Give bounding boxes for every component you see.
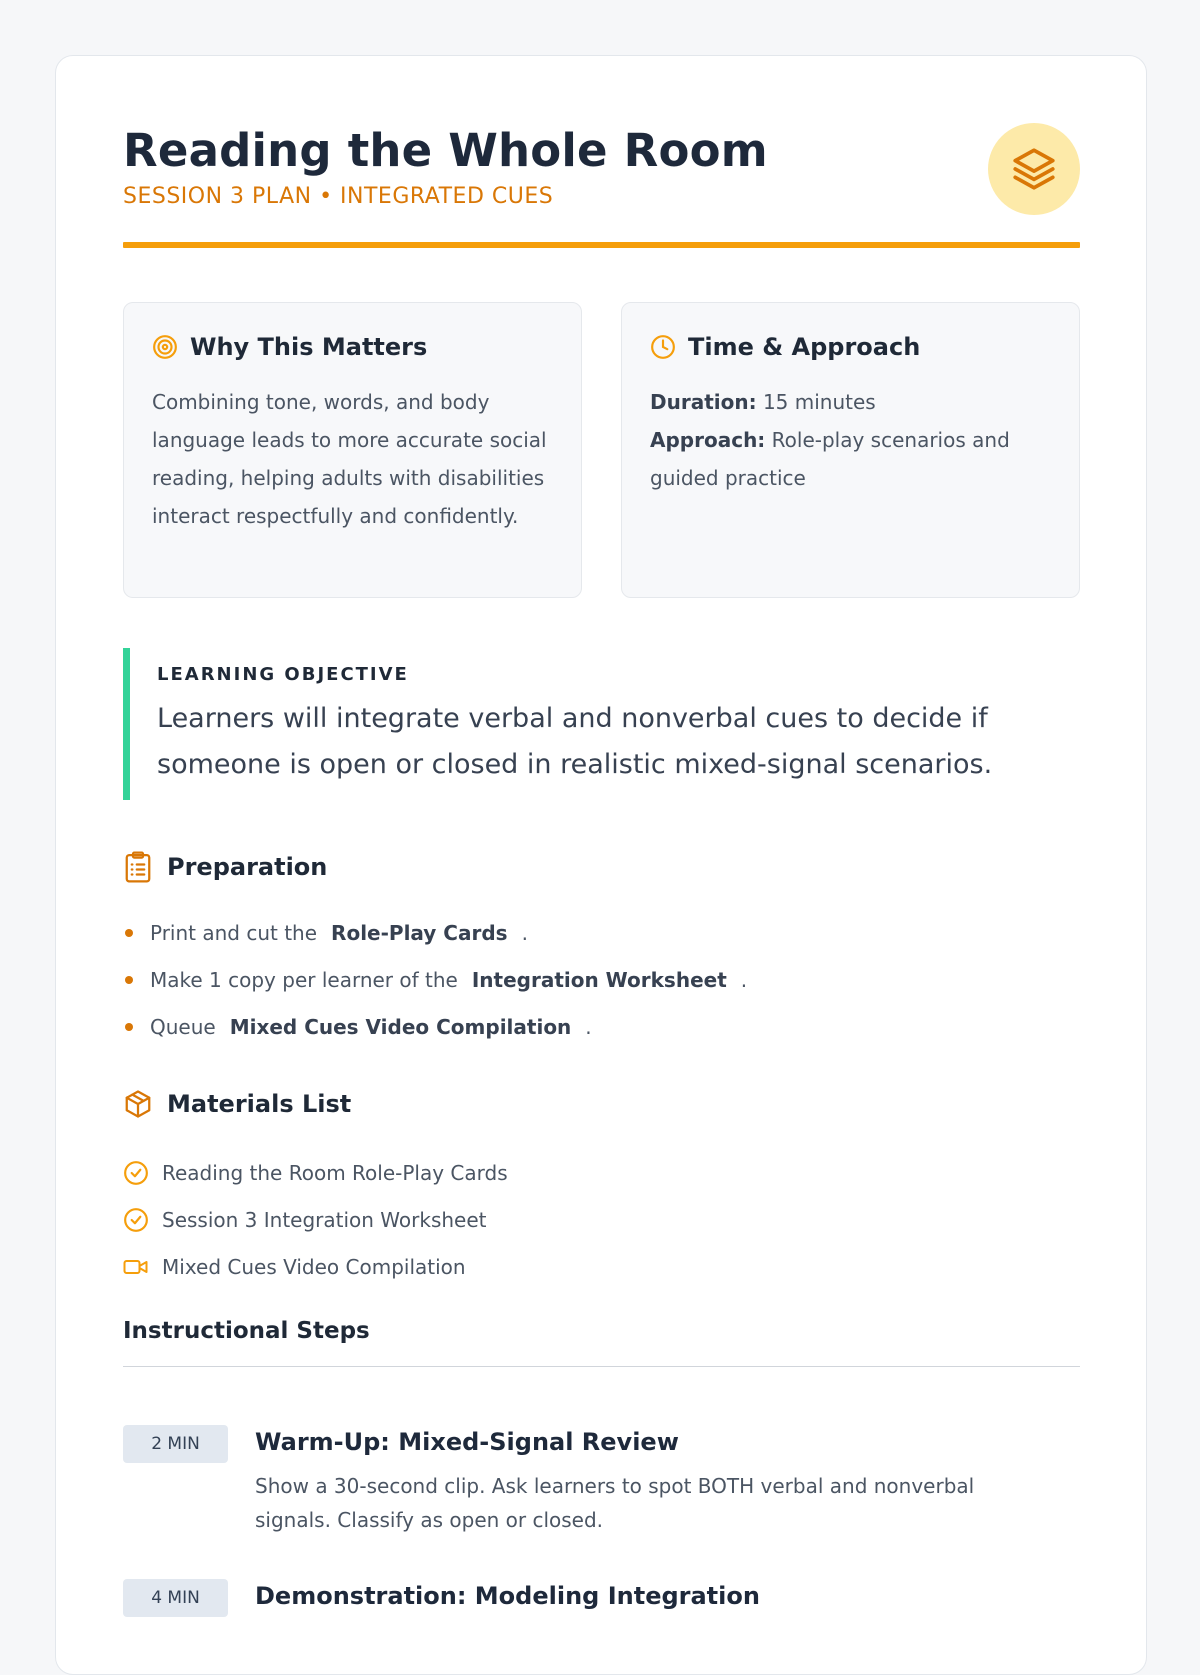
prep-item-name: Role-Play Cards bbox=[331, 920, 508, 945]
prep-text-end: . bbox=[740, 967, 748, 992]
materials-label: Materials List bbox=[167, 1090, 352, 1118]
page-subtitle: SESSION 3 PLAN • INTEGRATED CUES bbox=[123, 184, 554, 209]
preparation-heading bbox=[123, 850, 327, 884]
why-this-matters-heading bbox=[152, 333, 427, 361]
materials-heading bbox=[123, 1088, 351, 1120]
preparation-item bbox=[123, 1003, 747, 1050]
bullet-icon bbox=[125, 1023, 133, 1031]
material-label: Session 3 Integration Worksheet bbox=[162, 1207, 487, 1232]
objective-label: LEARNING OBJECTIVE bbox=[157, 664, 409, 685]
step-title: Demonstration: Modeling Integration bbox=[255, 1582, 760, 1610]
duration-value: 15 minutes bbox=[762, 390, 876, 414]
prep-text: Print and cut the bbox=[150, 920, 318, 945]
step-title: Warm-Up: Mixed-Signal Review bbox=[255, 1428, 679, 1456]
approach-line bbox=[650, 421, 1050, 497]
target-icon bbox=[152, 334, 178, 360]
preparation-item bbox=[123, 909, 747, 956]
material-item bbox=[123, 1149, 508, 1196]
material-item bbox=[123, 1196, 508, 1243]
page-title: Reading the Whole Room bbox=[123, 124, 768, 177]
time-body bbox=[650, 383, 1050, 497]
preparation-list bbox=[123, 909, 747, 1050]
bullet-icon bbox=[125, 929, 133, 937]
bullet-icon bbox=[125, 976, 133, 984]
check-circle-icon bbox=[123, 1207, 149, 1233]
preparation-label: Preparation bbox=[167, 853, 328, 881]
clipboard-icon bbox=[123, 850, 153, 884]
prep-text-end: . bbox=[521, 920, 528, 945]
objective-text: Learners will integrate verbal and nonverbal cues to decide if someone is open or closed in realistic mixed-signal scenarios. bbox=[157, 703, 993, 780]
materials-list bbox=[123, 1149, 508, 1290]
prep-text: Make 1 copy per learner of the bbox=[150, 967, 458, 992]
clock-icon bbox=[650, 334, 676, 360]
approach-value: Role-play scenarios and guided practice bbox=[650, 428, 1010, 490]
preparation-item bbox=[123, 956, 747, 1003]
time-approach-box bbox=[621, 302, 1080, 598]
material-item bbox=[123, 1243, 508, 1290]
material-label: Mixed Cues Video Compilation bbox=[162, 1254, 466, 1279]
step-duration-badge: 2 MIN bbox=[123, 1425, 228, 1463]
duration-line bbox=[650, 383, 1050, 421]
prep-text: Queue bbox=[150, 1014, 216, 1039]
approach-label: Approach: bbox=[650, 428, 766, 452]
instructional-steps-heading: Instructional Steps bbox=[123, 1318, 370, 1344]
lesson-plan-card bbox=[55, 55, 1147, 1675]
prep-item-name: Integration Worksheet bbox=[471, 967, 727, 992]
why-heading-label: Why This Matters bbox=[190, 333, 428, 361]
header-divider bbox=[123, 242, 1080, 248]
step-duration-badge: 4 MIN bbox=[123, 1579, 228, 1617]
check-circle-icon bbox=[123, 1160, 149, 1186]
prep-item-name: Mixed Cues Video Compilation bbox=[229, 1014, 572, 1039]
duration-label: Duration: bbox=[650, 390, 757, 414]
why-this-matters-box bbox=[123, 302, 582, 598]
steps-divider bbox=[123, 1366, 1080, 1367]
material-label: Reading the Room Role-Play Cards bbox=[162, 1160, 508, 1185]
step-description: Show a 30-second clip. Ask learners to spot BOTH verbal and nonverbal signals. Classify as open or closed. bbox=[255, 1474, 975, 1532]
package-icon bbox=[123, 1088, 153, 1120]
time-heading-label: Time & Approach bbox=[688, 333, 921, 361]
learning-objective bbox=[123, 648, 1080, 800]
time-approach-heading bbox=[650, 333, 920, 361]
video-icon bbox=[123, 1256, 149, 1278]
prep-text-end: . bbox=[585, 1014, 592, 1039]
why-body-text: Combining tone, words, and body language leads to more accurate social reading, helping adults with disabilities interact respectfully and confidently. bbox=[152, 390, 547, 528]
layers-icon bbox=[1009, 144, 1059, 194]
header-badge bbox=[988, 123, 1080, 215]
